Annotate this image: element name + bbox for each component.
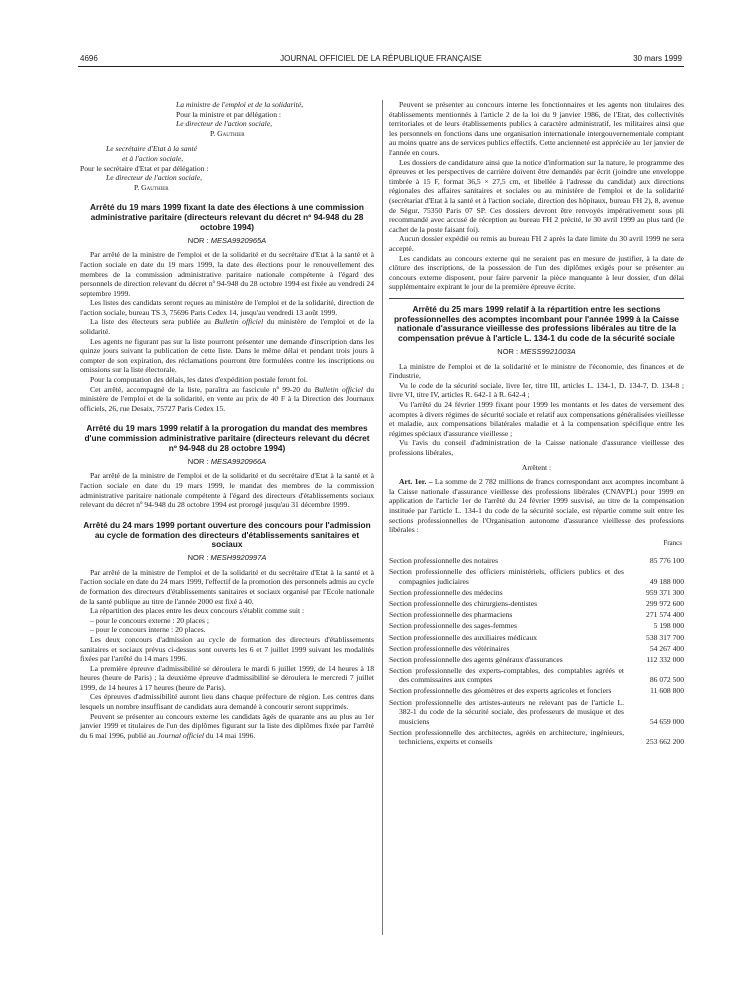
signature-line: Pour la ministre et par délégation : — [176, 109, 282, 119]
paragraph: Cet arrêté, accompagné de la liste, paraîtra au fascicule nº 99-20 du Bulletin officiel du ministère de l'emploi et de la solidarité, en vente au prix de 40 F à la Direction des Journaux officiels, 26, rue Desaix, 75727 Paris Cedex 15. — [80, 384, 374, 413]
signature-line: et à l'action sociale, — [122, 153, 184, 163]
section-name: Section professionnelle des experts-comptables, des comptables agréés et des commissaires aux comptes — [389, 665, 624, 685]
paragraph: Par arrêté de la ministre de l'emploi et de la solidarité et du secrétaire d'Etat à la santé et à l'action sociale en date du 24 mars 1999, l'effectif de la promotion des personnels admis au cycle de formation des directeurs d'établissements sanitaires et sociaux organisé par l'Ecole nationale de la santé publique au titre de l'année 2000 est fixé à 40. — [80, 567, 374, 606]
section-name: Section professionnelle des pharmaciens — [389, 610, 513, 620]
issue-date: 30 mars 1999 — [633, 54, 682, 63]
amount-value: 299 972 600 — [646, 599, 684, 609]
amount-value: 271 574 400 — [646, 610, 684, 620]
page-number: 4696 — [80, 54, 98, 63]
section-name: Section professionnelle des chirurgiens-dentistes — [389, 599, 538, 609]
section-name: Section professionnelle des officiers ministériels, officiers publics et des compagnies judiciaires — [389, 567, 624, 587]
amount-value: 11 608 800 — [650, 686, 684, 696]
section-name: Section professionnelle des architectes, agréés en architecture, ingénieurs, techniciens, experts et conseils — [389, 727, 624, 747]
section-name: Section professionnelle des auxiliaires médicaux — [389, 632, 538, 642]
nor-reference: NOR : MESS9921003A — [497, 347, 576, 357]
table-row — [389, 556, 684, 566]
paragraph: Vu l'arrêté du 24 février 1999 fixant pour 1999 les montants et les dates de versement des acomptes à divers régimes de sécurité sociale et relatif aux compensations généralisées vieillesse et maladie, aux compensations bilatérales maladie et à la compensation spécifique entre les régimes spéciaux d'assurance vieillesse ; — [389, 400, 684, 438]
table-row — [389, 588, 684, 598]
paragraph: Par arrêté de la ministre de l'emploi et de la solidarité et du secrétaire d'Etat à la santé et à l'action sociale en date du 19 mars 1999, le mandat des membres de la commission administrative paritaire nationale compétente à l'égard des directeurs d'établissements sociaux relevant du décret nº 94-948 du 28 octobre 1994 est prorogé jusqu'au 31 décembre 1999. — [80, 471, 374, 510]
paragraph: Les listes des candidats seront reçues au ministère de l'emploi et de la solidarité, direction de l'action sociale, bureau TS 3, 75696 Paris Cedex 14, jusqu'au vendredi 13 août 1999. — [80, 298, 374, 317]
signature-line: La ministre de l'emploi et de la solidarité, — [176, 100, 304, 109]
table-row — [389, 644, 684, 654]
column-divider — [382, 100, 383, 935]
paragraph: La ministre de l'emploi et de la solidarité et le ministre de l'économie, des finances et de l'industrie, — [389, 361, 684, 381]
list-item: – pour le concours externe : 20 places ; — [90, 615, 209, 625]
signature-line: Le directeur de l'action sociale, — [106, 173, 203, 183]
currency-unit: Francs — [663, 538, 682, 547]
section-name: Section professionnelle des artistes-auteurs ne relevant pas de l'article L. 382-1 du code de la sécurité sociale, des professeurs de musique et des musiciens — [389, 697, 624, 726]
decree-mandate-extension — [80, 424, 374, 509]
section-rule — [389, 298, 684, 299]
signatory-name: P. Gauthier — [134, 182, 169, 192]
amount-value: 112 332 000 — [646, 654, 684, 664]
paragraph: Les agents ne figurant pas sur la liste pourront présenter une demande d'inscription dans les quinze jours suivant la publication de cette liste. Dans le même délai et pendant trois jours à compter de son expiration, des réclamations pourront être formulées contre les inscriptions ou omissions sur la liste électorale. — [80, 336, 374, 375]
arretent-heading: Arrêtent : — [521, 462, 552, 472]
table-row — [389, 567, 684, 586]
decree-title: Arrêté du 19 mars 1999 fixant la date des élections à une commission administrative paritaire (directeurs relevant du décret nº 94-948 du 28 octobre 1994) — [90, 202, 364, 232]
amount-value: 86 072 500 — [649, 675, 684, 685]
amount-value: 5 198 000 — [653, 621, 684, 631]
left-column — [80, 100, 374, 740]
amount-value: 54 659 000 — [649, 716, 684, 726]
table-row — [389, 698, 684, 727]
section-name: Section professionnelle des vétérinaires — [389, 643, 510, 653]
right-column — [389, 100, 684, 749]
header-rule — [78, 66, 684, 67]
allocation-table — [389, 556, 684, 747]
table-row — [389, 621, 684, 631]
signature-block — [80, 100, 374, 192]
signatory-name: P. Gauthier — [210, 128, 245, 138]
nor-reference: NOR : MESA9920965A — [187, 235, 267, 245]
decree-competition-opening — [80, 521, 374, 741]
paragraph: Les deux concours d'admission au cycle de formation des directeurs d'établissements sanitaires et sociaux prévus ci-dessus sont ouverts les 6 et 7 juillet 1999 suivant les modalités fixées par l'arrêté du 14 mars 1996. — [80, 634, 374, 664]
nor-reference: NOR : MESH9920997A — [187, 553, 267, 563]
table-row — [389, 666, 684, 685]
decree-title: Arrêté du 19 mars 1999 relatif à la prorogation du mandat des membres d'une commission administrative paritaire (directeurs relevant du décret nº 94-948 du 28 octobre 1994) — [84, 423, 370, 454]
list-item: – pour le concours interne : 20 places. — [90, 625, 206, 635]
signature-line: Pour le secrétaire d'Etat et par délégation : — [80, 163, 209, 173]
table-row — [389, 599, 684, 609]
table-row — [389, 686, 684, 696]
signature-line: Le secrétaire d'Etat à la santé — [106, 144, 197, 154]
decree-election-date — [80, 203, 374, 413]
table-row — [389, 655, 684, 665]
table-row — [389, 610, 684, 620]
paragraph: Aucun dossier expédié ou remis au bureau FH 2 après la date limite du 30 avril 1999 ne sera accepté. — [389, 234, 684, 253]
table-row — [389, 633, 684, 643]
section-name: Section professionnelle des géomètres et des experts agricoles et fonciers — [389, 686, 612, 696]
amount-value: 49 188 000 — [649, 577, 684, 587]
section-name: Section professionnelle des agents généraux d'assurances — [389, 654, 563, 664]
amount-value: 538 317 700 — [646, 632, 684, 642]
decree-title: Arrêté du 25 mars 1999 relatif à la répartition entre les sections professionnelles des acomptes incombant pour l'année 1999 à la Caisse nationale d'assurance vieillesse des professions libérales au titre de la compensation prévue à l'article L. 134-1 du code de la sécurité sociale — [393, 303, 680, 344]
paragraph: La répartition des places entre les deux concours s'établit comme suit : — [90, 606, 305, 616]
signature-line: Le directeur de l'action sociale, — [176, 119, 273, 129]
journal-title: JOURNAL OFFICIEL DE LA RÉPUBLIQUE FRANÇAISE — [280, 54, 482, 63]
paragraph: La liste des électeurs sera publiée au Bulletin officiel du ministère de l'emploi et de la solidarité. — [80, 317, 375, 337]
amount-value: 54 267 400 — [649, 643, 684, 653]
table-row — [389, 728, 684, 747]
paragraph: Pour la computation des délais, les dates d'expédition postale feront foi. — [90, 375, 308, 385]
section-name: Section professionnelle des sages-femmes — [389, 621, 518, 631]
paragraph: Les dossiers de candidature ainsi que la notice d'information sur la nature, le programme des épreuves et les perspectives de carrière doivent être demandés par écrit (joindre une enveloppe timbrée à 15 F, format 36,5 × 27,5 cm, et libellée à l'adresse du candidat) aux directions régionales des affaires sanitaires et sociales ou au ministère de l'emploi et de la solidarité (secrétariat d'Etat à la santé et à l'action sociale, direction des hôpitaux, bureau FH 2), 8, avenue de Ségur, 75350 Paris 07 SP. Ces dossiers devront être renvoyés impérativement sous pli recommandé avec accusé de réception au bureau FH 2 précité, le 30 avril 1999 au plus tard (le cachet de la poste faisant foi). — [389, 157, 684, 234]
amount-value: 959 371 300 — [646, 588, 684, 598]
section-name: Section professionnelle des médecins — [389, 588, 503, 598]
amount-value: 85 776 100 — [649, 556, 684, 566]
decree-title: Arrêté du 24 mars 1999 portant ouverture des concours pour l'admission au cycle de formation des directeurs d'établissements sanitaires et sociaux — [83, 519, 371, 550]
paragraph: Vu le code de la sécurité sociale, livre Ier, titre III, articles L. 134-1, D. 134-7, D. 134-8 ; livre VI, titre IV, articles R. 642-1 à R. 642-4 ; — [389, 380, 684, 400]
article-1: Art. 1er. – La somme de 2 782 millions de francs correspondant aux acomptes incombant à la Caisse nationale d'assurance vieillesse des professions libérales (CNAVPL) pour 1999 en application de l'article 1er de l'arrêté du 24 février 1999 susvisé, au titre de la compensation instituée par l'article L. 134-1 du code de la sécurité sociale, est répartie comme suit entre les sections professionnelles de l'Organisation autonome d'assurance vieillesse des professions libérales : — [389, 477, 684, 535]
paragraph: Peuvent se présenter au concours interne les fonctionnaires et les agents non titulaires des établissements mentionnés à l'article 2 de la loi du 9 janvier 1986, de l'Etat, des collectivités territoriales et de leurs établissements publics à caractère administratif, les militaires ainsi que les personnels en fonctions dans une organisation internationale intergouvernementale comptant au moins quatre ans de services publics effectifs. Cette ancienneté est appréciée au 1er janvier de l'année en cours. — [389, 100, 684, 157]
decree-contribution-allocation — [389, 305, 684, 747]
amount-value: 253 662 200 — [646, 737, 684, 747]
paragraph: Ces épreuves d'admissibilité auront lieu dans chaque préfecture de région. Les centres dans lesquels un nombre insuffisant de candidats aura demandé à concourir seront supprimés. — [80, 692, 374, 712]
paragraph: La première épreuve d'admissibilité se déroulera le mardi 6 juillet 1999, de 14 heures à 18 heures (heure de Paris) ; la deuxième épreuve d'admissibilité se déroulera le mercredi 7 juillet 1999, de 14 heures à 17 heures (heure de Paris). — [80, 663, 374, 692]
section-name: Section professionnelle des notaires — [389, 556, 499, 566]
paragraph: Peuvent se présenter au concours externe les candidats âgés de quarante ans au plus au 1er janvier 1999 et titulaires de l'un des diplômes figurant sur la liste des diplômes fixée par l'arrêté du 6 mai 1996, publié au Journal officiel du 14 mai 1996. — [80, 711, 374, 740]
paragraph: Les candidats au concours externe qui ne seraient pas en mesure de justifier, à la date de clôture des inscriptions, de la possession de l'un des diplômes exigés pour se présenter au concours externe disposent, pour faire parvenir la pièce manquante à leur dossier, d'un délai supplémentaire expirant le jour de la première épreuve écrite. — [389, 253, 684, 292]
paragraph: Par arrêté de la ministre de l'emploi et de la solidarité et du secrétaire d'Etat à la santé et à l'action sociale en date du 19 mars 1999, la date des élections pour le renouvellement des membres de la commission administrative paritaire nationale compétente à l'égard des personnels de direction relevant du décret nº 94-948 du 28 octobre 1994 est fixée au vendredi 24 septembre 1999. — [80, 250, 374, 298]
paragraph: Vu l'avis du conseil d'administration de la Caisse nationale d'assurance vieillesse des professions libérales, — [389, 438, 684, 457]
nor-reference: NOR : MESA9920966A — [187, 456, 267, 466]
